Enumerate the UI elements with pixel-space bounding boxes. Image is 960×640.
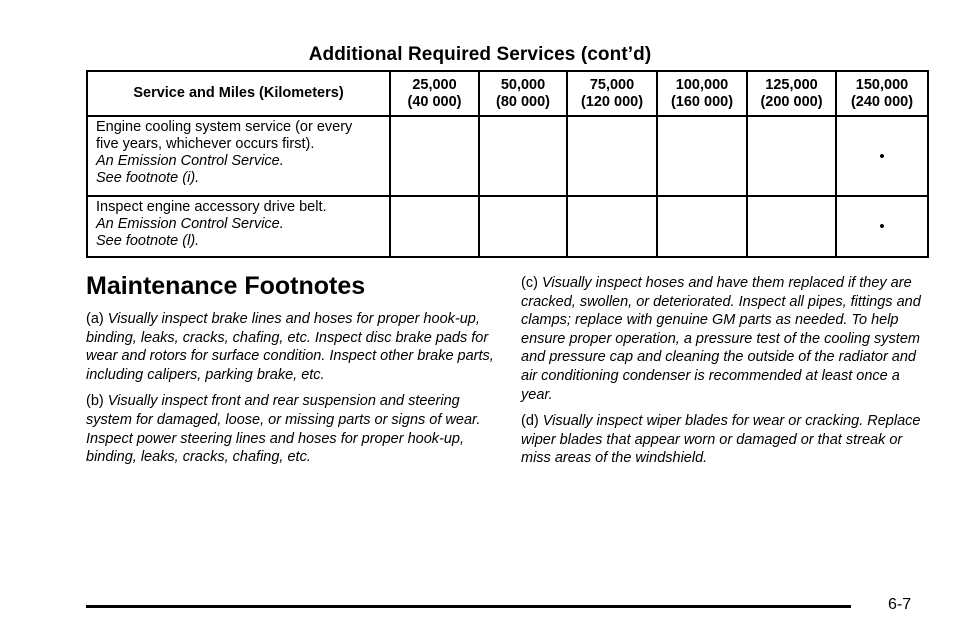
footnotes-right-column (521, 274, 935, 476)
table-header-cell: 75,000 (120 000) (567, 71, 657, 116)
service-note: See footnote (i). (96, 170, 200, 186)
footnote-text: Visually inspect front and rear suspension and steering system for damaged, loose, or missing parts or signs of wear. Inspect power steering lines and hoses for proper hook-up, binding, leaks, cracks, chafing, etc. (86, 393, 481, 466)
interval-cell (567, 116, 657, 196)
table-row (87, 116, 928, 196)
table-header-cell: 100,000 (160 000) (657, 71, 747, 116)
interval-cell: • (836, 196, 928, 257)
interval-cell (747, 116, 836, 196)
footnote-text: Visually inspect hoses and have them replaced if they are cracked, swollen, or deteriorated. Inspect all pipes, fittings and clamps; replace with genuine GM parts as needed. To help ensure proper operation, a pressure test of the cooling system and pressure cap and cleaning the outside of the radiator and air conditioning condenser is recommended at least once a year. (521, 275, 921, 403)
footnote (86, 392, 498, 466)
service-text: Engine cooling system service (or every (96, 119, 353, 135)
service-note: An Emission Control Service. (96, 153, 284, 169)
footnote-text: Visually inspect wiper blades for wear or cracking. Replace wiper blades that appear worn or damaged or that streak or miss areas of the windshield. (521, 413, 921, 467)
interval-cell (657, 196, 747, 257)
table-row (87, 196, 928, 257)
table-header-row (87, 71, 928, 116)
interval-cell (567, 196, 657, 257)
interval-cell (479, 116, 567, 196)
footnote (521, 412, 935, 468)
service-text: Inspect engine accessory drive belt. (96, 199, 327, 215)
table-header-cell: Service and Miles (Kilometers) (87, 71, 390, 116)
page-number: 6-7 (888, 596, 912, 613)
footnotes-left-column (86, 310, 498, 475)
table-header-cell: 125,000 (200 000) (747, 71, 836, 116)
footnote (86, 310, 498, 384)
service-note: An Emission Control Service. (96, 216, 284, 232)
footnote-key: (a) (86, 311, 108, 327)
footnote-key: (d) (521, 413, 543, 430)
interval-cell (747, 196, 836, 257)
service-description (87, 116, 390, 196)
table-header-cell: 150,000 (240 000) (836, 71, 928, 116)
services-table (86, 70, 929, 258)
footnote-key: (c) (521, 275, 542, 291)
footnote-text: Visually inspect brake lines and hoses for proper hook-up, binding, leaks, cracks, chafing, etc. Inspect disc brake pads for wear and rotors for surface condition. Inspect other brake parts, including calipers, parking brake, etc. (86, 311, 494, 383)
interval-cell (657, 116, 747, 196)
service-text: five years, whichever occurs first). (96, 136, 315, 152)
footnote (521, 274, 935, 404)
footnote-key: (b) (86, 393, 108, 410)
footnotes-heading: Maintenance Footnotes (86, 272, 366, 300)
table-header-cell: 50,000 (80 000) (479, 71, 567, 116)
interval-cell: • (836, 116, 928, 196)
service-note: See footnote (l). (96, 233, 200, 249)
footer-rule (86, 605, 851, 608)
table-title: Additional Required Services (cont’d) (308, 44, 652, 65)
interval-cell (390, 196, 479, 257)
interval-cell (390, 116, 479, 196)
table-header-cell: 25,000 (40 000) (390, 71, 479, 116)
interval-cell (479, 196, 567, 257)
service-description (87, 196, 390, 257)
